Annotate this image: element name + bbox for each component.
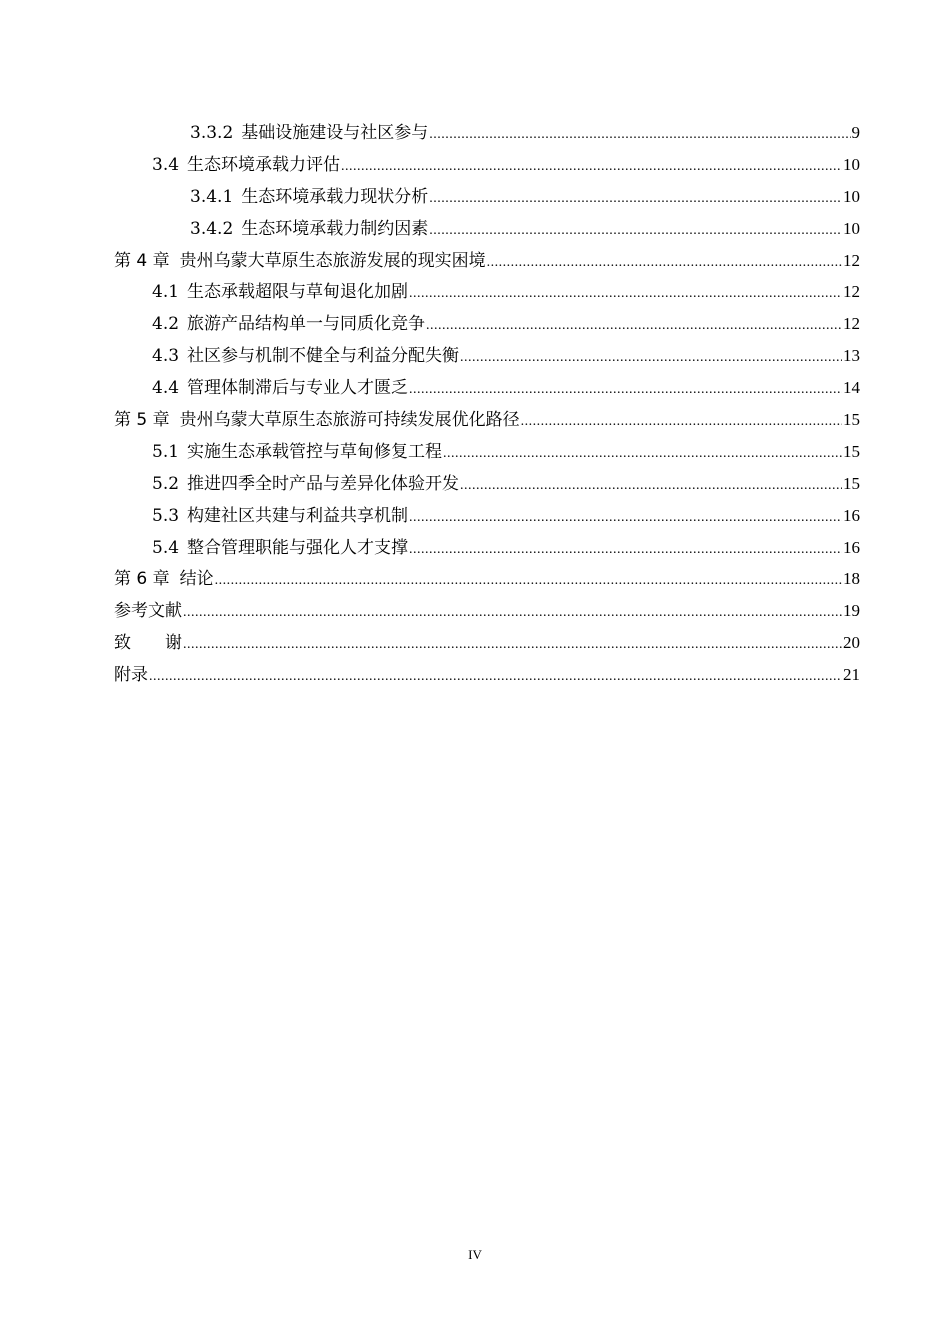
toc-entry-title: 致 谢 xyxy=(114,633,182,654)
toc-entry-title: 推进四季全时产品与差异化体验开发 xyxy=(187,473,460,494)
toc-dot-leader xyxy=(426,310,842,342)
toc-entry-page: 16 xyxy=(843,537,860,557)
toc-entry-number: 5.2 xyxy=(152,473,180,494)
toc-entry-number: 5.3 xyxy=(152,505,180,526)
toc-entry-page: 20 xyxy=(843,633,860,653)
toc-dot-leader xyxy=(183,597,842,629)
toc-entry-page: 13 xyxy=(843,346,860,366)
toc-dot-leader xyxy=(521,406,842,438)
toc-entry-title: 实施生态承载管控与草甸修复工程 xyxy=(187,441,443,462)
toc-entry-number: 3.3.2 xyxy=(190,123,234,143)
toc-entry[interactable] xyxy=(114,276,860,308)
toc-entry-title: 附录 xyxy=(114,665,148,686)
toc-entry[interactable] xyxy=(114,532,860,564)
toc-entry-number: 4.1 xyxy=(152,282,180,303)
toc-entry[interactable] xyxy=(114,500,860,532)
toc-entry-number: 5.4 xyxy=(152,537,180,558)
toc-entry[interactable] xyxy=(114,627,860,659)
toc-entry-title: 生态环境承载力现状分析 xyxy=(241,186,429,207)
toc-dot-leader xyxy=(429,183,842,215)
toc-entry[interactable] xyxy=(114,563,860,595)
toc-entry-page: 16 xyxy=(843,505,860,525)
toc-entry[interactable] xyxy=(114,308,860,340)
toc-dot-leader xyxy=(215,565,842,597)
toc-entry-page: 10 xyxy=(843,186,860,206)
toc-dot-leader xyxy=(460,342,842,374)
toc-entry[interactable] xyxy=(114,117,860,149)
toc-dot-leader xyxy=(443,438,842,470)
toc-entry[interactable] xyxy=(114,468,860,500)
toc-entry[interactable] xyxy=(114,404,860,436)
table-of-contents xyxy=(114,117,860,691)
toc-entry-number: 5.1 xyxy=(152,441,180,462)
toc-dot-leader xyxy=(487,247,842,279)
toc-entry-page: 15 xyxy=(843,473,860,493)
toc-dot-leader xyxy=(429,215,842,247)
toc-entry-page: 18 xyxy=(843,569,860,589)
toc-dot-leader xyxy=(149,661,842,693)
toc-entry-title: 旅游产品结构单一与同质化竞争 xyxy=(187,314,426,335)
toc-entry-title: 构建社区共建与利益共享机制 xyxy=(187,505,409,526)
toc-entry-title: 生态承载超限与草甸退化加剧 xyxy=(187,282,409,303)
toc-entry-title: 参考文献 xyxy=(114,601,182,622)
toc-dot-leader xyxy=(429,119,850,151)
toc-entry-title: 整合管理职能与强化人才支撑 xyxy=(187,537,409,558)
toc-entry-title: 生态环境承载力评估 xyxy=(187,154,341,175)
toc-entry-page: 19 xyxy=(843,601,860,621)
toc-dot-leader xyxy=(460,470,842,502)
toc-entry-title: 贵州乌蒙大草原生态旅游发展的现实困境 xyxy=(179,250,486,271)
toc-entry-number: 3.4.2 xyxy=(190,218,234,239)
toc-entry[interactable] xyxy=(114,436,860,468)
toc-dot-leader xyxy=(409,374,842,406)
toc-entry-page: 15 xyxy=(843,410,860,430)
toc-entry[interactable] xyxy=(114,245,860,277)
toc-dot-leader xyxy=(409,502,842,534)
toc-entry-title: 结论 xyxy=(179,569,214,590)
toc-entry-page: 12 xyxy=(843,314,860,334)
toc-entry-page: 21 xyxy=(843,665,860,685)
toc-entry-number: 第 4 章 xyxy=(114,250,170,271)
toc-entry[interactable] xyxy=(114,595,860,627)
toc-entry-page: 12 xyxy=(843,282,860,302)
toc-dot-leader xyxy=(183,629,842,661)
toc-dot-leader xyxy=(409,278,842,310)
toc-entry-number: 第 5 章 xyxy=(114,410,170,431)
toc-entry-page: 12 xyxy=(843,250,860,270)
toc-entry-number: 3.4 xyxy=(152,154,180,175)
toc-entry-title: 基础设施建设与社区参与 xyxy=(241,123,429,143)
toc-entry-page: 10 xyxy=(843,154,860,174)
toc-entry[interactable] xyxy=(114,181,860,213)
toc-entry[interactable] xyxy=(114,659,860,691)
toc-entry-number: 4.2 xyxy=(152,314,180,335)
toc-entry[interactable] xyxy=(114,340,860,372)
toc-entry[interactable] xyxy=(114,149,860,181)
toc-entry[interactable] xyxy=(114,372,860,404)
toc-entry-title: 社区参与机制不健全与利益分配失衡 xyxy=(187,346,460,367)
toc-entry-number: 第 6 章 xyxy=(114,569,170,590)
toc-entry-title: 生态环境承载力制约因素 xyxy=(241,218,429,239)
toc-dot-leader xyxy=(409,534,842,566)
toc-entry-number: 3.4.1 xyxy=(190,186,234,207)
toc-entry-number: 4.3 xyxy=(152,346,180,367)
toc-entry-title: 贵州乌蒙大草原生态旅游可持续发展优化路径 xyxy=(179,410,520,431)
toc-dot-leader xyxy=(341,151,842,183)
page-number-footer: IV xyxy=(468,1247,482,1262)
toc-entry-page: 10 xyxy=(843,218,860,238)
toc-entry-page: 14 xyxy=(843,378,860,398)
toc-entry-number: 4.4 xyxy=(152,378,180,399)
toc-entry-title: 管理体制滞后与专业人才匮乏 xyxy=(187,378,409,399)
toc-entry-page: 9 xyxy=(851,123,860,142)
toc-entry[interactable] xyxy=(114,213,860,245)
toc-entry-page: 15 xyxy=(843,441,860,461)
